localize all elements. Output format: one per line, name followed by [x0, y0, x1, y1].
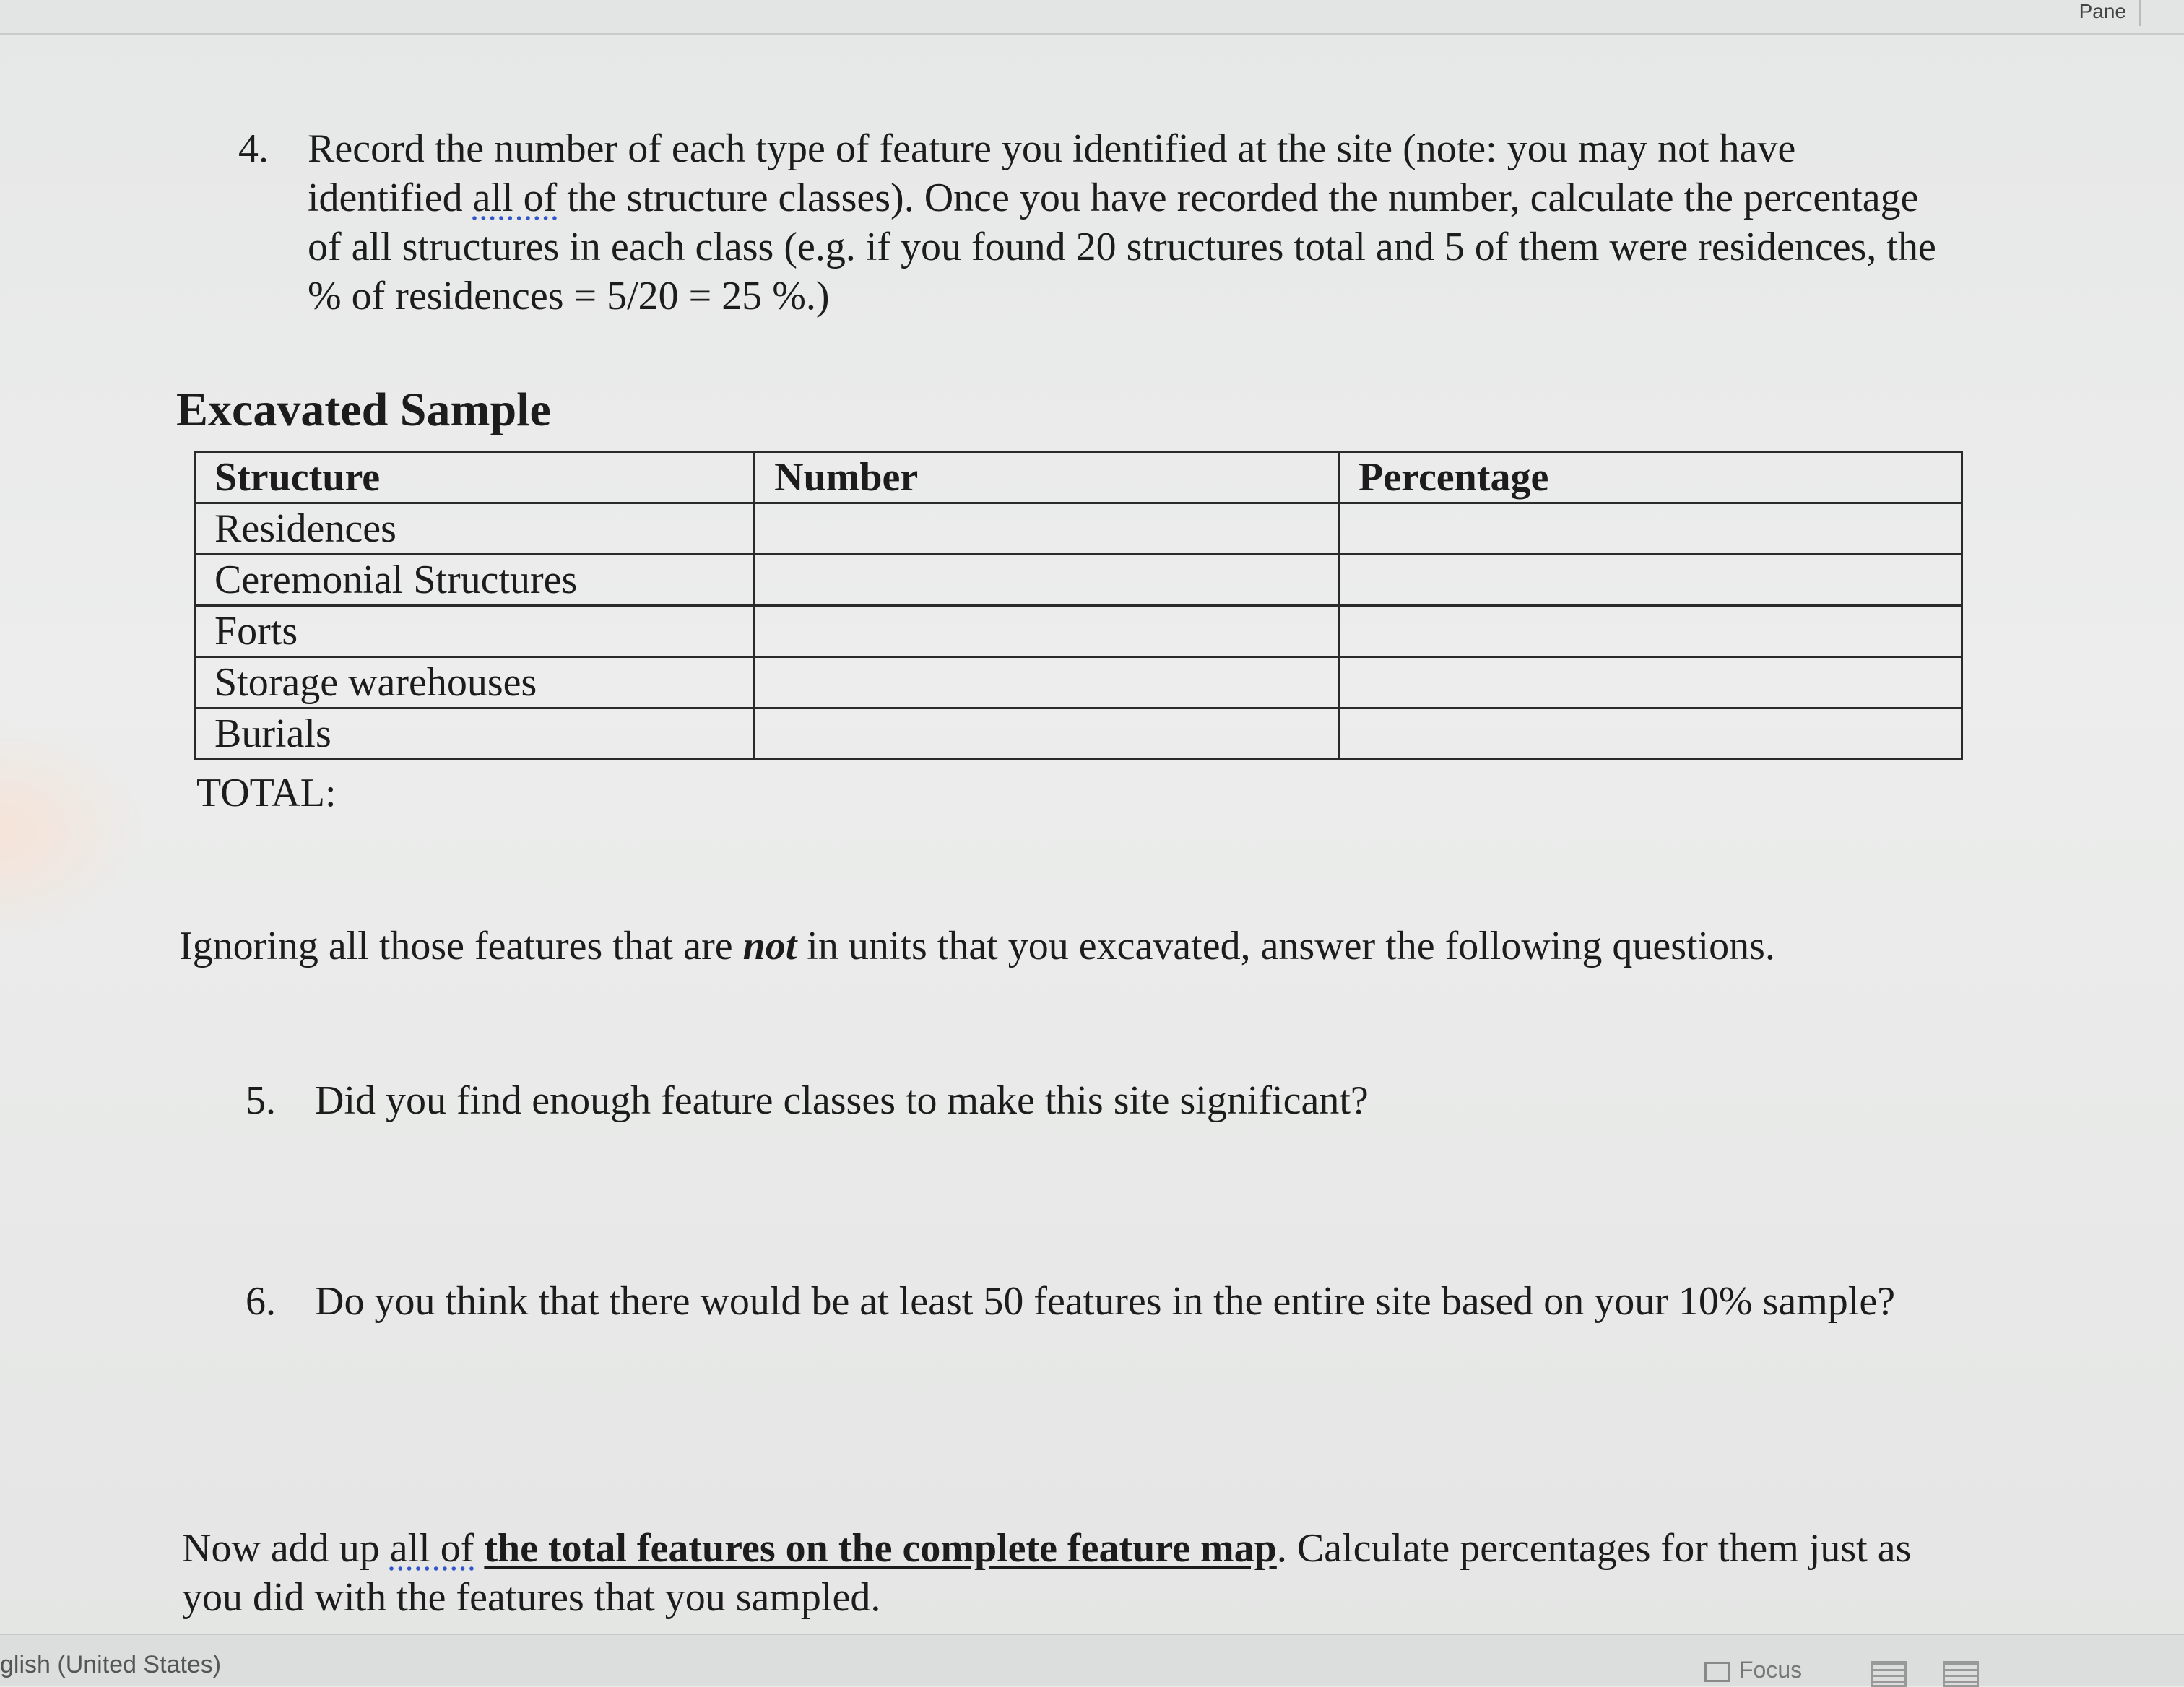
header-structure: Structure — [195, 452, 755, 503]
emphasis-feature-map: the total features on the complete feature map — [484, 1526, 1277, 1571]
question-5-number: 5. — [246, 1078, 276, 1123]
print-layout-icon[interactable] — [1871, 1661, 1907, 1687]
table-row — [195, 503, 1962, 555]
table-row — [195, 606, 1962, 657]
percentage-cell[interactable] — [1339, 606, 1962, 657]
structure-cell: Burials — [195, 708, 755, 760]
question-6-number: 6. — [246, 1279, 276, 1324]
percentage-cell[interactable] — [1339, 555, 1962, 606]
excavated-sample-table — [194, 451, 1963, 760]
number-cell[interactable] — [755, 606, 1339, 657]
number-cell[interactable] — [755, 503, 1339, 555]
structure-cell: Ceremonial Structures — [195, 555, 755, 606]
number-cell[interactable] — [755, 657, 1339, 708]
spell-check-phrase[interactable]: all of — [389, 1526, 474, 1571]
percentage-cell[interactable] — [1339, 657, 1962, 708]
question-5 — [246, 1076, 1907, 1125]
total-label: TOTAL: — [196, 771, 337, 815]
number-cell[interactable] — [755, 555, 1339, 606]
emphasis-not: not — [742, 924, 797, 968]
language-indicator[interactable]: glish (United States) — [0, 1651, 222, 1678]
table-header-row — [195, 452, 1962, 503]
table-row — [195, 555, 1962, 606]
percentage-cell[interactable] — [1339, 503, 1962, 555]
structure-cell: Forts — [195, 606, 755, 657]
closing-paragraph: Now add up all of the total features on the complete feature map. Calculate percentages for them just as you did with the features that you sampled. — [182, 1526, 1912, 1620]
table-row — [195, 657, 1962, 708]
question-4 — [238, 124, 1957, 321]
number-cell[interactable] — [755, 708, 1339, 760]
question-6-text: Do you think that there would be at least 50 features in the entire site based on your 10% sample? — [315, 1279, 1896, 1324]
question-5-text: Did you find enough feature classes to make this site significant? — [315, 1078, 1369, 1123]
table-title: Excavated Sample — [176, 383, 551, 436]
structure-cell: Residences — [195, 503, 755, 555]
focus-button[interactable] — [1704, 1657, 1802, 1683]
focus-icon — [1704, 1662, 1730, 1682]
web-layout-icon[interactable] — [1943, 1661, 1979, 1687]
status-bar — [0, 1634, 2184, 1686]
pane-label[interactable]: Pane — [2079, 0, 2126, 22]
structure-cell: Storage warehouses — [195, 657, 755, 708]
instructions-paragraph: Ignoring all those features that are not in units that you excavated, answer the following questions. — [179, 924, 1775, 968]
header-percentage: Percentage — [1339, 452, 1962, 503]
spell-check-phrase[interactable]: all of — [472, 175, 558, 220]
header-number: Number — [755, 452, 1339, 503]
table-row — [195, 708, 1962, 760]
question-4-text: Record the number of each type of feature you identified at the site (note: you may not have identified all of the structure classes). Once you have recorded the number, calculate the percentage of all structures in each class (e.g. if you found 20 structures total and 5 of them were residences, the % of residences = 5/20 = 25 %.) — [308, 126, 1936, 318]
focus-label: Focus — [1739, 1657, 1803, 1683]
question-6 — [246, 1277, 1907, 1326]
percentage-cell[interactable] — [1339, 708, 1962, 760]
question-4-number: 4. — [238, 126, 269, 171]
